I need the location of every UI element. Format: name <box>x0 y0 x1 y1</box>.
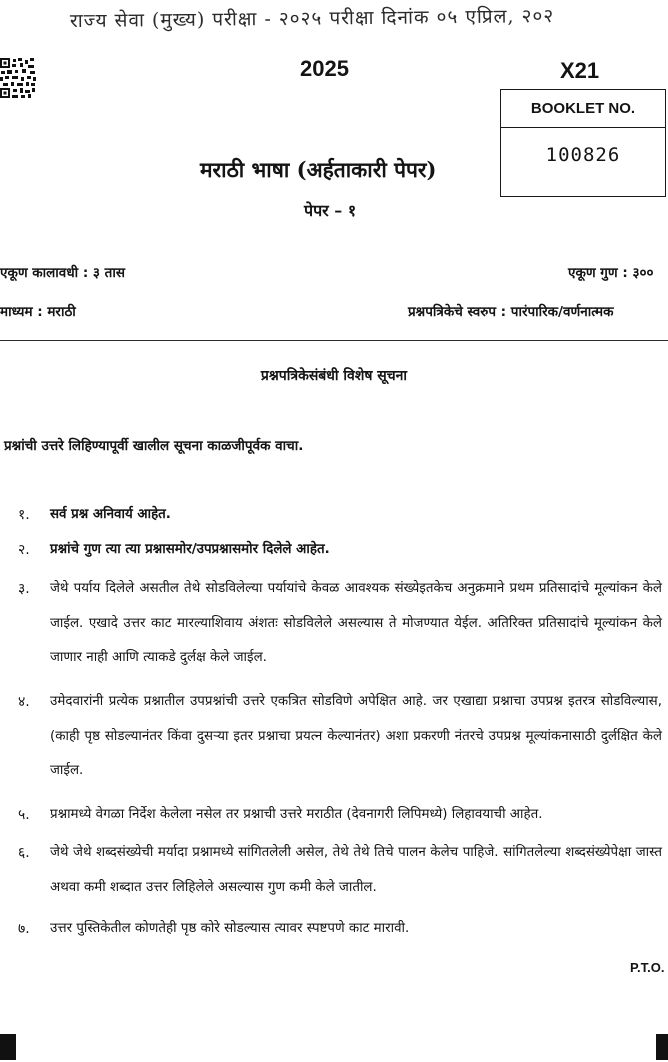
instruction-text: उमेदवारांनी प्रत्येक प्रश्नातील उपप्रश्नांची उत्तरे एकत्रित सोडविणे अपेक्षित आहे. जर एखाद्या प्रश्नाचा उपप्रश्न इतरत्र सोडविल्यास, (काही पृष्ठ सोडल्यानंतर किंवा दुसऱ्या इतर प्रश्नाचा प्रयत्न केल्यानंतर) अशा प्रकरणी नंतरचे उपप्रश्न मूल्यांकनासाठी दुर्लक्षित केले जाईल. <box>50 694 662 778</box>
instruction-number: ४. <box>18 694 30 710</box>
duration: एकूण कालावधी : ३ तास <box>0 265 125 281</box>
registration-mark-left <box>0 1034 16 1060</box>
qr-code-icon <box>0 58 36 98</box>
handwritten-exam-note: राज्य सेवा (मुख्य) परीक्षा - २०२५ परीक्षा दिनांक ०५ एप्रिल, २०२ <box>69 5 555 33</box>
instructions-intro: प्रश्नांची उत्तरे लिहिण्यापूर्वी खालील सूचना काळजीपूर्वक वाचा. <box>4 438 304 454</box>
instruction-text: प्रश्नामध्ये वेगळा निर्देश केलेला नसेल तर प्रश्नाची उत्तरे मराठीत (देवनागरी लिपिमध्ये) लिहावयाची आहेत. <box>50 807 543 822</box>
instruction-number: ६. <box>18 845 30 861</box>
instruction-number: ५. <box>18 807 30 823</box>
instruction-text: जेथे जेथे शब्दसंख्येची मर्यादा प्रश्नामध्ये सांगितलेली असेल, तेथे तेथे तिचे पालन केलेच पाहिजे. सांगितलेल्या शब्दसंख्येपेक्षा जास्त अथवा कमी शब्दात उत्तर लिहिलेले असल्यास गुण कमी केले जातील. <box>50 845 662 895</box>
booklet-label: BOOKLET NO. <box>501 90 665 128</box>
instruction-number: ३. <box>18 581 30 597</box>
please-turn-over: P.T.O. <box>630 960 665 975</box>
paper-number: पेपर – १ <box>304 201 357 220</box>
instruction-number: २. <box>18 542 30 558</box>
instruction-text: प्रश्नांचे गुण त्या त्या प्रश्नासमोर/उपप्रश्नासमोर दिलेले आहेत. <box>50 542 330 557</box>
instruction-number: १. <box>18 507 30 523</box>
total-marks: एकूण गुण : ३०० <box>568 265 654 281</box>
booklet-number: 100826 <box>545 144 621 166</box>
medium: माध्यम : मराठी <box>0 304 76 320</box>
instruction-text: उत्तर पुस्तिकेतील कोणतेही पृष्ठ कोरे सोडल्यास त्यावर स्पष्टपणे काट मारावी. <box>50 921 410 936</box>
instruction-number: ७. <box>18 921 30 937</box>
paper-title: मराठी भाषा (अर्हताकारी पेपर) <box>200 157 437 182</box>
series-code: X21 <box>560 58 600 83</box>
exam-year: 2025 <box>300 56 349 81</box>
registration-mark-right <box>656 1034 668 1060</box>
instruction-text: जेथे पर्याय दिलेले असतील तेथे सोडविलेल्या पर्यायांचे केवळ आवश्यक संख्येइतकेच अनुक्रमाने प्रथम प्रतिसादांचे मूल्यांकन केले जाईल. एखादे उत्तर काट मारल्याशिवाय अंशतः सोडविलेले असल्यास ते मोजण्यात येईल. अतिरिक्त प्रतिसादांचे मूल्यांकन केले जाणार नाही आणि त्याकडे दुर्लक्ष केले जाईल. <box>50 581 662 665</box>
paper-format: प्रश्नपत्रिकेचे स्वरुप : पारंपारिक/वर्णनात्मक <box>408 304 614 320</box>
instruction-text: सर्व प्रश्न अनिवार्य आहेत. <box>50 507 171 522</box>
instructions-heading: प्रश्नपत्रिकेसंबंधी विशेष सूचना <box>260 368 408 384</box>
section-divider <box>0 340 668 341</box>
booklet-number-box <box>500 89 666 197</box>
